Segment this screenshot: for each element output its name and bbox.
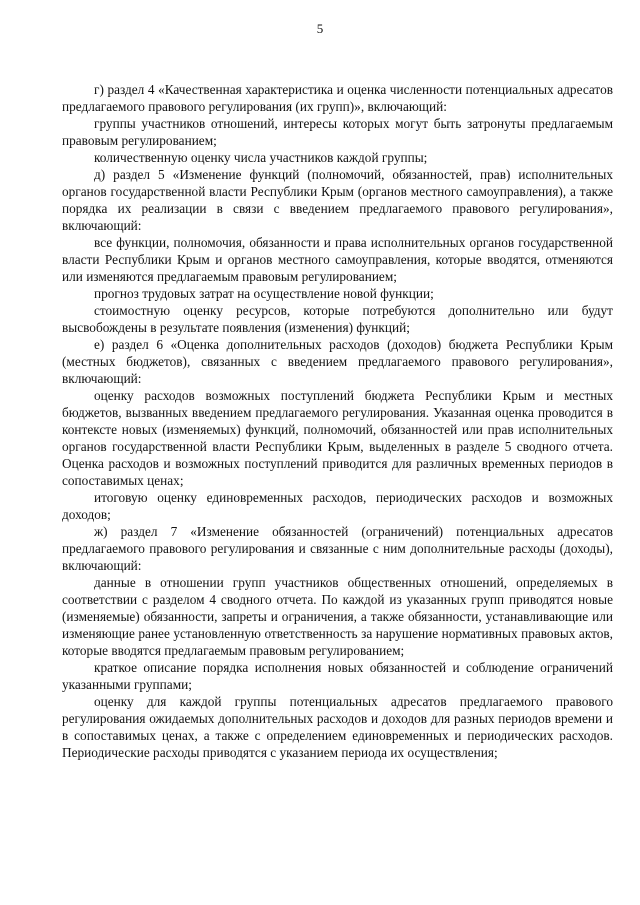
paragraph-resource-estimate: стоимостную оценку ресурсов, которые потребуются дополнительно или будут высвобождены в результате появления (изменения) функций; (62, 303, 613, 335)
paragraph-participant-groups: группы участников отношений, интересы которых могут быть затронуты предлагаемым правовым регулированием; (62, 116, 613, 148)
paragraph-section-5: д) раздел 5 «Изменение функций (полномочий, обязанностей, прав) исполнительных органов государственной власти Республики Крым (органов местного самоуправления), а также порядка их реализации в связи с введением предлагаемого правового регулирования», включающий: (62, 167, 613, 233)
paragraph-group-data: данные в отношении групп участников общественных отношений, определяемых в соответствии с разделом 4 сводного отчета. По каждой из указанных групп приводятся новые (изменяемые) обязанности, запреты и ограничения, а также обязанности, устанавливающие или изменяющие ранее установленную ответственность за нарушение нормативных правовых актов, которые вводятся предлагаемым правовым регулированием; (62, 575, 613, 658)
paragraph-section-6: е) раздел 6 «Оценка дополнительных расходов (доходов) бюджета Республики Крым (местных бюджетов), связанных с введением предлагаемого правового регулирования», включающий: (62, 337, 613, 386)
paragraph-section-4: г) раздел 4 «Качественная характеристика и оценка численности потенциальных адресатов предлагаемого правового регулирования (их групп)», включающий: (62, 82, 613, 114)
paragraph-section-7: ж) раздел 7 «Изменение обязанностей (ограничений) потенциальных адресатов предлагаемого правового регулирования и связанные с ним дополнительные расходы (доходы), включающий: (62, 524, 613, 573)
paragraph-labor-forecast: прогноз трудовых затрат на осуществление новой функции; (94, 286, 434, 301)
paragraph-group-costs: оценку для каждой группы потенциальных адресатов предлагаемого правового регулирования ожидаемых дополнительных расходов и доходов для разных периодов времени и в сопоставимых ценах, а также с определением единовременных и периодических расходов. Периодические расходы приводятся с указанием периода их осуществления; (62, 694, 613, 760)
paragraph-participant-count: количественную оценку числа участников каждой группы; (94, 150, 428, 165)
document-body (62, 81, 613, 761)
paragraph-total-estimate: итоговую оценку единовременных расходов, периодических расходов и возможных доходов; (62, 490, 613, 522)
page-number: 5 (316, 21, 324, 36)
paragraph-budget-estimate: оценку расходов возможных поступлений бюджета Республики Крым и местных бюджетов, вызванных введением предлагаемого регулирования. Указанная оценка проводится в контексте новых (изменяемых) функций, полномочий, обязанностей или прав исполнительных органов государственной власти Республики Крым, выделенных в разделе 5 сводного отчета. Оценка расходов и возможных поступлений приводится для различных временных периодов в сопоставимых ценах; (62, 388, 613, 488)
paragraph-functions: все функции, полномочия, обязанности и права исполнительных органов государственной власти Республики Крым и органов местного самоуправления, которые вводятся, отменяются или изменяются предлагаемым правовым регулированием; (62, 235, 613, 284)
paragraph-procedure-description: краткое описание порядка исполнения новых обязанностей и соблюдение ограничений указанными группами; (62, 660, 613, 692)
